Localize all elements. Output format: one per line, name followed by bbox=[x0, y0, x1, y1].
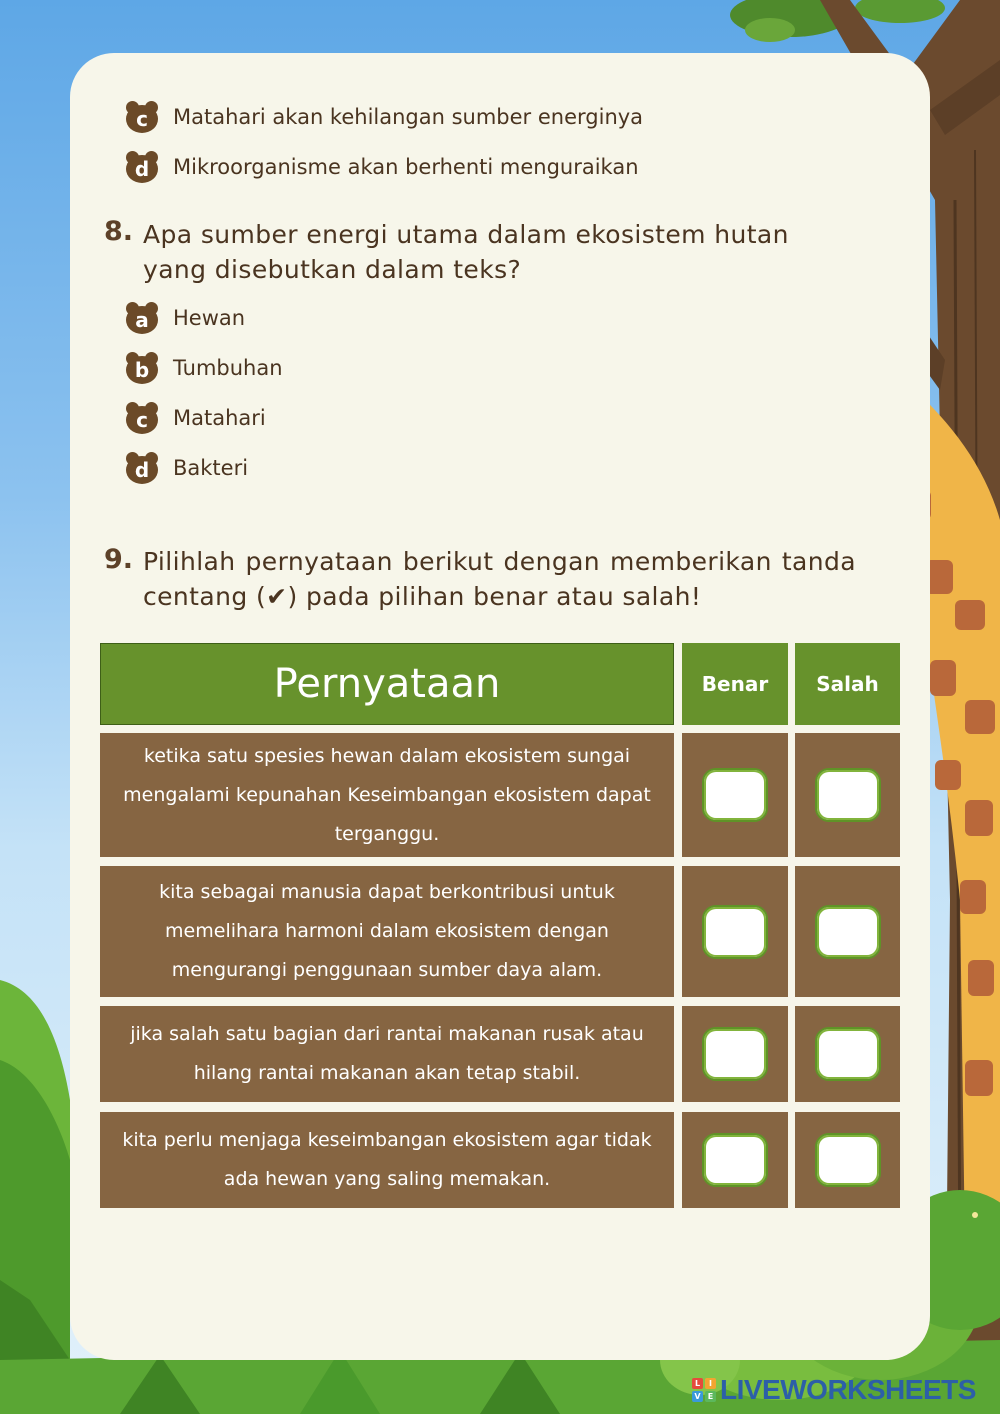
true-cell-3 bbox=[682, 1006, 788, 1102]
false-checkbox-2[interactable] bbox=[815, 905, 881, 959]
bear-badge-icon: c bbox=[125, 101, 159, 133]
true-checkbox-1[interactable] bbox=[702, 768, 768, 822]
logo-text: LIVEWORKSHEETS bbox=[720, 1374, 976, 1405]
bear-badge-icon: d bbox=[125, 452, 159, 484]
true-cell-4 bbox=[682, 1112, 788, 1208]
false-checkbox-4[interactable] bbox=[815, 1133, 881, 1187]
table-header-statement: Pernyataan bbox=[100, 643, 674, 725]
q8-option-d[interactable] bbox=[125, 451, 248, 485]
false-checkbox-3[interactable] bbox=[815, 1027, 881, 1081]
option-label: Bakteri bbox=[173, 456, 249, 480]
option-label: Hewan bbox=[173, 306, 246, 330]
bear-badge-icon: d bbox=[125, 151, 159, 183]
false-cell-2 bbox=[795, 866, 900, 997]
q8-question-text: Apa sumber energi utama dalam ekosistem hutan yang disebutkan dalam teks? bbox=[143, 220, 789, 284]
statement-row-1: ketika satu spesies hewan dalam ekosistem sungai mengalami kepunahan Keseimbangan ekosistem dapat terganggu. bbox=[100, 733, 674, 857]
bear-badge-icon: c bbox=[125, 402, 159, 434]
liveworksheets-logo[interactable] bbox=[692, 1372, 976, 1408]
q7-option-d[interactable] bbox=[125, 150, 639, 184]
q8-option-c[interactable] bbox=[125, 401, 266, 435]
option-label: Mikroorganisme akan berhenti menguraikan bbox=[173, 155, 639, 179]
option-label: Matahari bbox=[173, 406, 266, 430]
bear-badge-icon: b bbox=[125, 352, 159, 384]
q8-number: 8. bbox=[104, 216, 134, 247]
true-checkbox-4[interactable] bbox=[702, 1133, 768, 1187]
q7-option-c[interactable] bbox=[125, 100, 643, 134]
statement-row-2: kita sebagai manusia dapat berkontribusi untuk memelihara harmoni dalam ekosistem dengan mengurangi penggunaan sumber daya alam. bbox=[100, 866, 674, 997]
q8-option-b[interactable] bbox=[125, 351, 283, 385]
bear-badge-icon: a bbox=[125, 302, 159, 334]
option-label: Matahari akan kehilangan sumber energinya bbox=[173, 105, 644, 129]
false-cell-3 bbox=[795, 1006, 900, 1102]
table-header-false: Salah bbox=[795, 643, 900, 725]
q9-question-text: Pilihlah pernyataan berikut dengan memberikan tanda centang (✔) pada pilihan benar atau salah! bbox=[143, 547, 856, 611]
statement-row-4: kita perlu menjaga keseimbangan ekosistem agar tidak ada hewan yang saling memakan. bbox=[100, 1112, 674, 1208]
true-checkbox-3[interactable] bbox=[702, 1027, 768, 1081]
q9-number: 9. bbox=[104, 544, 134, 575]
q8-option-a[interactable] bbox=[125, 301, 245, 335]
true-cell-2 bbox=[682, 866, 788, 997]
table-header-true: Benar bbox=[682, 643, 788, 725]
false-cell-4 bbox=[795, 1112, 900, 1208]
false-cell-1 bbox=[795, 733, 900, 857]
true-cell-1 bbox=[682, 733, 788, 857]
true-checkbox-2[interactable] bbox=[702, 905, 768, 959]
statement-row-3: jika salah satu bagian dari rantai makanan rusak atau hilang rantai makanan akan tetap stabil. bbox=[100, 1006, 674, 1102]
grass-left bbox=[0, 980, 70, 1414]
false-checkbox-1[interactable] bbox=[815, 768, 881, 822]
logo-blocks-icon: L I V E bbox=[692, 1378, 716, 1402]
option-label: Tumbuhan bbox=[173, 356, 283, 380]
